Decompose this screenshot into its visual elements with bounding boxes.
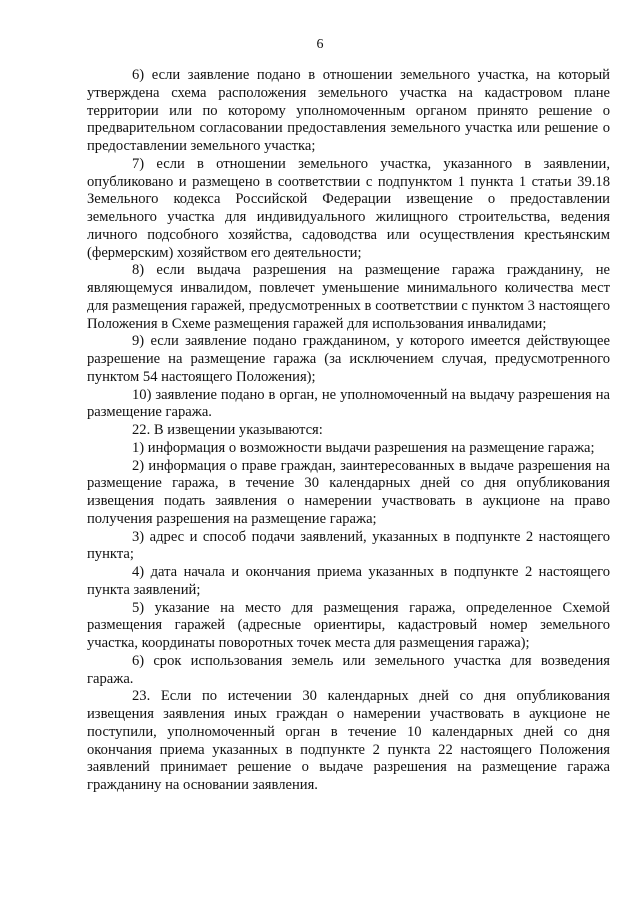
document-body [87,67,610,795]
paragraph-10-refusal-ground: 10) заявление подано в орган, не уполномоченный на выдачу разрешения на размещение гаража. [87,386,610,421]
notice-item-2: 2) информация о праве граждан, заинтересованных в выдаче разрешения на размещение гаража, в течение 30 календарных дней со дня опубликования извещения подать заявления о намерении участвовать в аукционе на право получения разрешения на размещение гаража; [87,457,610,527]
section-23-paragraph: 23. Если по истечении 30 календарных дней со дня опубликования извещения заявления иных граждан о намерении участвовать в аукционе не поступили, уполномоченный орган в течение 10 календарных дней со дня окончания приема указанных в подпункте 2 пункта 22 настоящего Положения заявлений принимает решение о выдаче разрешения на размещение гаража гражданину на основании заявления. [87,688,610,793]
notice-item-3: 3) адрес и способ подачи заявлений, указанных в подпункте 2 настоящего пункта; [87,528,610,563]
section-22-heading: 22. В извещении указываются: [132,422,323,438]
paragraph-6-refusal-ground: 6) если заявление подано в отношении земельного участка, на который утверждена схема расположения земельного участка на кадастровом плане территории или по которому уполномоченным органом принято решение о предварительном согласовании предоставления земельного участка или решение о предоставлении земельного участка; [87,67,610,154]
page-number: 6 [316,37,324,52]
notice-item-4: 4) дата начала и окончания приема указанных в подпункте 2 настоящего пункта заявлений; [87,564,610,598]
paragraph-7-refusal-ground: 7) если в отношении земельного участка, указанного в заявлении, опубликовано и размещено в соответствии с подпунктом 1 пункта 1 статьи 39.18 Земельного кодекса Российской Федерации извещение о предоставлении земельного участка для индивидуального жилищного строительства, ведения личного подсобного хозяйства, садоводства или осуществления крестьянским (фермерским) хозяйством его деятельности; [87,155,610,261]
notice-item-1: 1) информация о возможности выдачи разрешения на размещение гаража; [132,439,595,456]
paragraph-8-refusal-ground: 8) если выдача разрешения на размещение гаража гражданину, не являющемуся инвалидом, повлечет уменьшение минимального количества мест для размещения гаражей, предусмотренных в соответствии с пунктом 3 настоящего Положения в Схеме размещения гаражей для использования инвалидами; [87,262,610,332]
notice-item-5: 5) указание на место для размещения гаража, определенное Схемой размещения гаражей (адресные ориентиры, кадастровый номер земельного участка, координаты поворотных точек места для размещения гаража); [87,599,610,651]
paragraph-9-refusal-ground: 9) если заявление подано гражданином, у которого имеется действующее разрешение на размещение гаража (за исключением случая, предусмотренного пунктом 54 настоящего Положения); [87,333,610,385]
notice-item-6: 6) срок использования земель или земельного участка для возведения гаража. [87,652,610,687]
